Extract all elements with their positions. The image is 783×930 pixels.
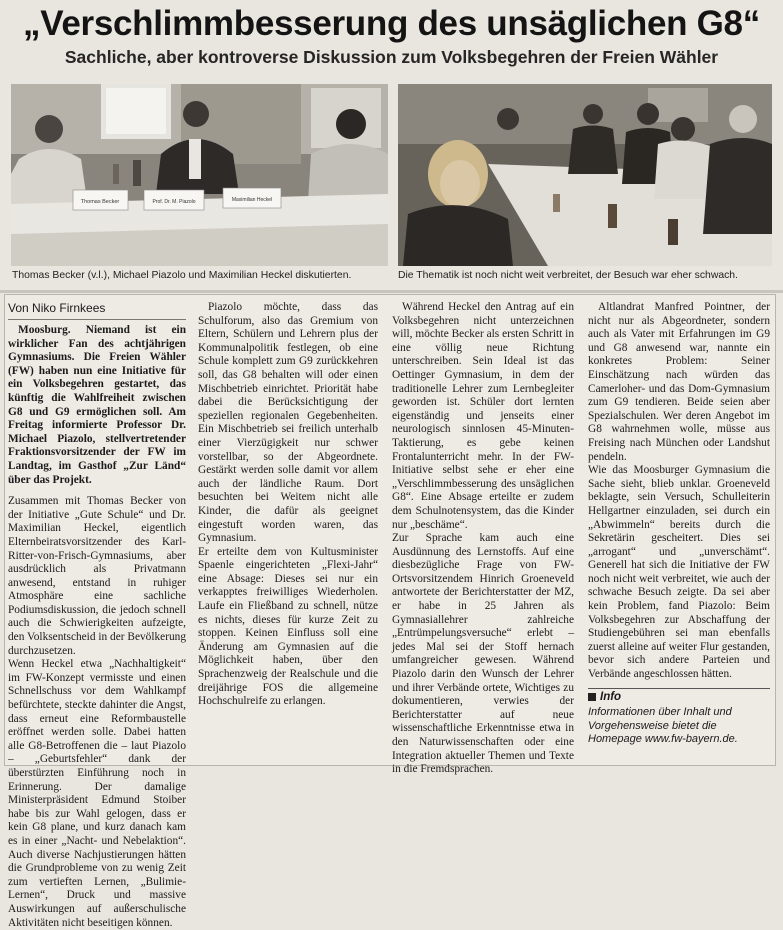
info-box-text: Informationen über Inhalt und Vorgehensweise bietet die Homepage www.fw-bayern.de. [588,706,738,746]
info-heading-label: Info [600,690,622,703]
headline: „Verschlimmbesserung des unsäglichen G8“ [23,4,760,43]
photo-panelists [11,84,388,266]
section-divider [0,290,783,293]
article-column-1 [8,301,186,929]
photo-caption-right: Die Thematik ist noch nicht weit verbreitet, der Besuch war eher schwach. [398,270,738,281]
paragraph-6: Zur Sprache kam auch eine Ausdünnung des Lernstoffs. Auf eine diesbezügliche Frage von FW-Ortsvorsitzendem Hinrich Groeneveld antwortete der Berichterstatter der MZ, er habe in 25 Jahren als Gymnasiallehrer zahlreiche „Entrümpelungsversuche“ erlebt – jedes Mal sei der Stoff hernach umfangreicher gewesen. Während Piazolo darin den Wunsch der Lehrer und ihrer Verbände ortete, Wichtiges zu dokumentieren, verwies der Berichterstatter auf neue wissenschaftliche Erkenntnisse etwa in den Naturwissenschaften oder eine Integration aktueller Themen und Texte in die Fremdsprachen. [392,532,574,776]
paragraph-1: Zusammen mit Thomas Becker von der Initiative „Gute Schule“ und Dr. Maximilian Heckel, eigentlich Elternbeiratsvorsitzender des Karl-Ritter-von-Frisch-Gymnasiums, aber ausdrücklich als Privatmann anwesend, entstand in ruhiger Atmosphäre eine sachliche Podiumsdiskussion, die jedoch schnell auch die Schwierigkeiten aufzeigte, den Volksentscheid in der Bevölkerung durchzusetzen. [8,495,186,657]
article-column-4 [588,301,770,763]
name-card-1: Thomas Becker [80,199,120,205]
paragraph-8: Wie das Moosburger Gymnasium die Sache sieht, blieb unklar. Groeneveld beklagte, sein Versuch, Schulleiterin Hellgartner einzuladen, sei durch ein „Abwimmeln“ bereits durch die Sekretärin gescheitert. Dies sei „arrogant“ und „unverschämt“. Generell hat sich die Initiative der FW noch nicht weit verbreitet, wie auch der schwache Besuch zeigte. Da sei aber kein Problem, fand Piazolo: Beim Volksbegehren zur Abschaffung der Studiengebühren sei man ebenfalls zuerst alleine auf weiter Flur gestanden, bevor sich andere Parteien und Verbände angeschlossen hätten. [588,464,770,681]
paragraph-2: Wenn Heckel etwa „Nachhaltigkeit“ im FW-Konzept vermisste und einen Schnellschuss vor dem Wahlkampf befürchtete, steckte dahinter die Angst, dass erneut eine Reformbaustelle eröffnet werden solle. Dabei hatten alle G8-Betroffenen die – laut Piazolo – „Geburtsfehler“ dank der überstürzten Einführung noch in Erinnerung. Der damalige Ministerpräsident Edmund Stoiber habe bis zur Wahl gelogen, dass er kein G8 plane, und kurz danach kam es in einer „Nacht- und Nebelaktion“. Auch diverse Nachjustierungen hätten die Grundprobleme von zu wenig Zeit zum vertieften Lernen, „Bulimie-Lernen“, Druck und massive Auswirkungen auf außerschulische Aktivitäten nicht beseitigen können. [8,658,186,929]
article-column-3 [392,301,574,776]
photo-audience [398,84,772,266]
paragraph-3: Piazolo möchte, dass das Schulforum, also das Gremium von Eltern, Schülern und Lehrern plus der Kommunalpolitik festlegen, ob eine Schule komplett zum G9 zurückkehren soll, das G8 behalten will oder einen Mischbetrieb einrichtet. Priorität habe dabei die Berücksichtigung der speziellen regionalen Gegebenheiten. Ein Mischbetrieb sei freilich unterhalb einer Vierzügigkeit nur schwer vorstellbar, so der Abgeordnete. Gestärkt werden solle damit vor allem auch der ländliche Raum. Dort besuchten bei Weitem nicht alle Kinder, die dafür als geeignet eingestuft worden waren, das Gymnasium. [198,301,378,545]
name-card-2: Prof. Dr. M. Piazolo [152,199,196,205]
info-square-icon [588,693,596,701]
paragraph-5: Während Heckel den Antrag auf ein Volksbegehren nicht unterzeichnen will, möchte Becker als ersten Schritt in eine völlig neue Richtung unterschreiben. Sein Ideal ist das Oettinger Gymnasium, in dem der traditionelle Lehrer zum Lernbegleiter geworden ist. Schüler dort lernten eigenständig und jenseits einer neurologisch sinnlosen 45-Minuten-Taktierung, es gebe keinen Frontalunterricht mehr. In der FW-Initiative selbst sehe er eher eine „Verschlimmbesserung des unsäglichen G8“. Eine Absage erteilte er zudem dem Schulnotensystem, das die Kinder nur „beschäme“. [392,301,574,531]
subheadline: Sachliche, aber kontroverse Diskussion zum Volksbegehren der Freien Wähler [64,47,719,67]
byline: Von Niko Firnkees [8,301,186,320]
info-box-heading [588,688,770,705]
paragraph-4: Er erteilte dem von Kultusminister Spaenle eingerichteten „Flexi-Jahr“ eine Absage: Dieses sei nur ein verkapptes freiwilliges Wiederholen. Laufe ein Fließband zu schnell, nütze es nichts, dieses für kurze Zeit zu stoppen. Keinen Einfluss soll eine Änderung am Gymnasien auf die Möglichkeit haben, über den Sprachenzweig der Realschule und die dreijährige FOS die allgemeine Hochschulreife zu erlangen. [198,545,378,708]
lead-paragraph: Moosburg. Niemand ist ein wirklicher Fan des achtjährigen Gymnasiums. Die Freien Wähler (FW) haben nun eine Initiative für ein Volksbegehren gestartet, das künftig die Wahlfreiheit zwischen G8 und G9 ermöglichen soll. Am Freitag informierte Professor Dr. Michael Piazolo, stellvertretender Fraktionsvorsitzender der FW im Landtag, im Gasthof „Zur Länd“ über das Projekt. [8,324,186,486]
name-card-3: Maximilian Heckel [231,197,273,203]
article-column-2 [198,301,378,763]
photo-caption-left: Thomas Becker (v.l.), Michael Piazolo und Maximilian Heckel diskutierten. [12,270,352,281]
paragraph-7: Altlandrat Manfred Pointner, der nicht nur als Abgeordneter, sondern auch als Vater mit Erfahrungen im G9 und G8 anwesend war, nannte ein konkretes Problem: Seiner Einschätzung nach würden das Camerloher- und das Dom-Gymnasium zum G9 tendieren. Beide seien aber Spezialschulen. Wer deren Angebot im G8 wahrnehmen wolle, müsse aus Freising nach München oder Landshut pendeln. [588,301,770,463]
